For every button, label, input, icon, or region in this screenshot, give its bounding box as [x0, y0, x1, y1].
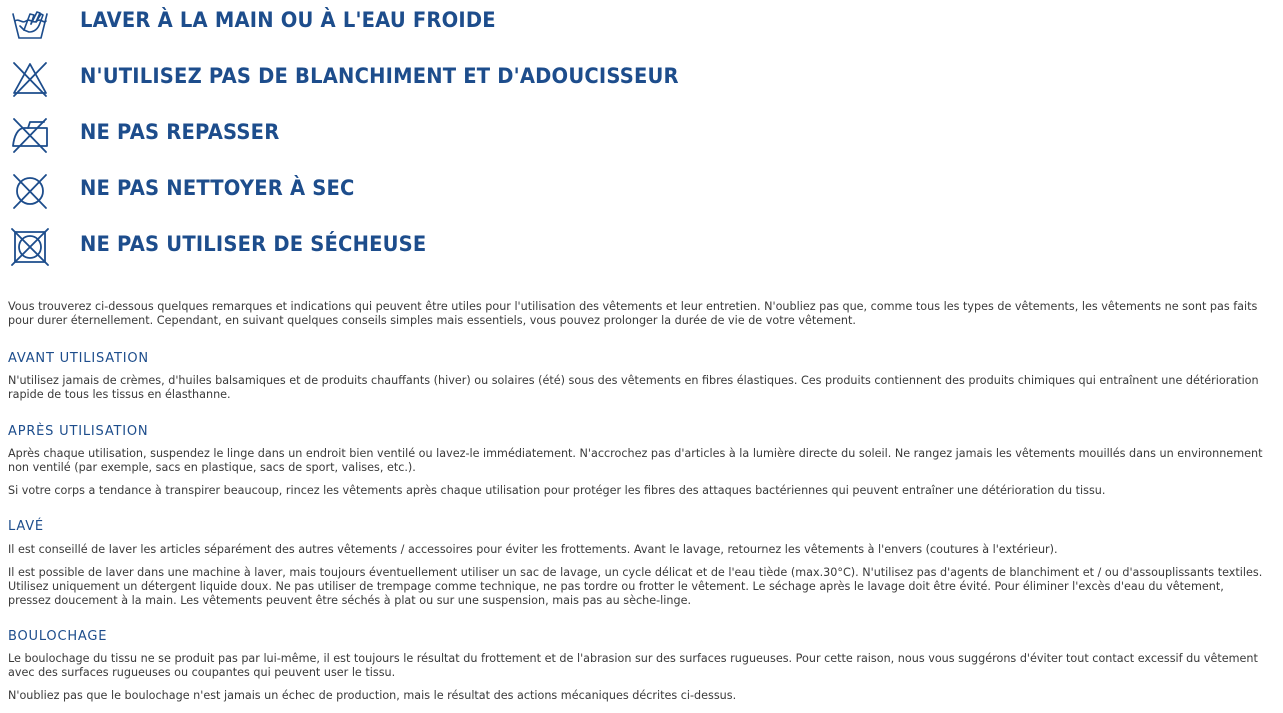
- section-title-avant-utilisation: AVANT UTILISATION: [8, 351, 149, 366]
- no-bleach-icon: [10, 60, 50, 98]
- care-item-no-iron: [0, 112, 900, 156]
- section-paragraph: Le boulochage du tissu ne se produit pas par lui-même, il est toujours le résultat du frottement et de l'abrasion sur des surfaces rugueuses. Pour cette raison, nous vous suggérons d'éviter tout contact excessif du vêtement avec des surfaces rugueuses ou coupantes qui peuvent user le tissu.: [8, 652, 1258, 679]
- section-title-boulochage: BOULOCHAGE: [8, 629, 108, 644]
- section-paragraph: Après chaque utilisation, suspendez le linge dans un endroit bien ventilé ou lavez-le immédiatement. N'accrochez pas d'articles à la lumière directe du soleil. Ne rangez jamais les vêtements mouillés dans un environnement non ventilé (par exemple, sacs en plastique, sacs de sport, valises, etc.).: [8, 447, 1263, 474]
- no-dry-clean-icon: [10, 172, 50, 210]
- care-item-no-dry-clean: [0, 168, 900, 212]
- care-label: NE PAS UTILISER DE SÉCHEUSE: [80, 232, 427, 256]
- care-item-no-bleach: [0, 56, 900, 100]
- section-paragraph: Il est possible de laver dans une machine à laver, mais toujours éventuellement utiliser un sac de lavage, un cycle délicat et de l'eau tiède (max.30°C). N'utilisez pas d'agents de blanchiment et / ou d'assouplissants textiles. Utilisez uniquement un détergent liquide doux. Ne pas utiliser de trempage comme technique, ne pas tordre ou frotter le vêtement. Le séchage après le lavage doit être évité. Pour éliminer l'excès d'eau du vêtement, pressez doucement à la main. Les vêtements peuvent être séchés à plat ou sur une suspension, mais pas au sèche-linge.: [8, 566, 1263, 607]
- care-label: NE PAS NETTOYER À SEC: [80, 176, 355, 200]
- hand-wash-icon: [10, 4, 50, 42]
- section-paragraph: Si votre corps a tendance à transpirer beaucoup, rincez les vêtements après chaque utilisation pour protéger les fibres des attaques bactériennes qui peuvent entraîner une détérioration du tissu.: [8, 484, 1106, 497]
- care-label: NE PAS REPASSER: [80, 120, 280, 144]
- care-item-hand-wash: [0, 0, 900, 44]
- care-label: N'UTILISEZ PAS DE BLANCHIMENT ET D'ADOUCISSEUR: [80, 64, 679, 88]
- section-title-apres-utilisation: APRÈS UTILISATION: [8, 424, 149, 439]
- no-iron-icon: [10, 116, 50, 154]
- section-paragraph: N'utilisez jamais de crèmes, d'huiles balsamiques et de produits chauffants (hiver) ou solaires (été) sous des vêtements en fibres élastiques. Ces produits contiennent des produits chimiques qui entraînent une détérioration rapide de tous les tissus en élasthanne.: [8, 374, 1259, 401]
- care-label: LAVER À LA MAIN OU À L'EAU FROIDE: [80, 8, 496, 32]
- no-tumble-dry-icon: [10, 228, 50, 266]
- section-paragraph: Il est conseillé de laver les articles séparément des autres vêtements / accessoires pour éviter les frottements. Avant le lavage, retournez les vêtements à l'envers (coutures à l'extérieur).: [8, 543, 1058, 556]
- section-title-lave: LAVÉ: [8, 519, 44, 534]
- section-paragraph: N'oubliez pas que le boulochage n'est jamais un échec de production, mais le résultat des actions mécaniques décrites ci-dessus.: [8, 689, 737, 702]
- intro-paragraph: Vous trouverez ci-dessous quelques remarques et indications qui peuvent être utiles pour l'utilisation des vêtements et leur entretien. N'oubliez pas que, comme tous les types de vêtements, les vêtements ne sont pas faits pour durer éternellement. Cependant, en suivant quelques conseils simples mais essentiels, vous pouvez prolonger la durée de vie de votre vêtement.: [8, 300, 1258, 327]
- care-item-no-tumble-dry: [0, 224, 900, 268]
